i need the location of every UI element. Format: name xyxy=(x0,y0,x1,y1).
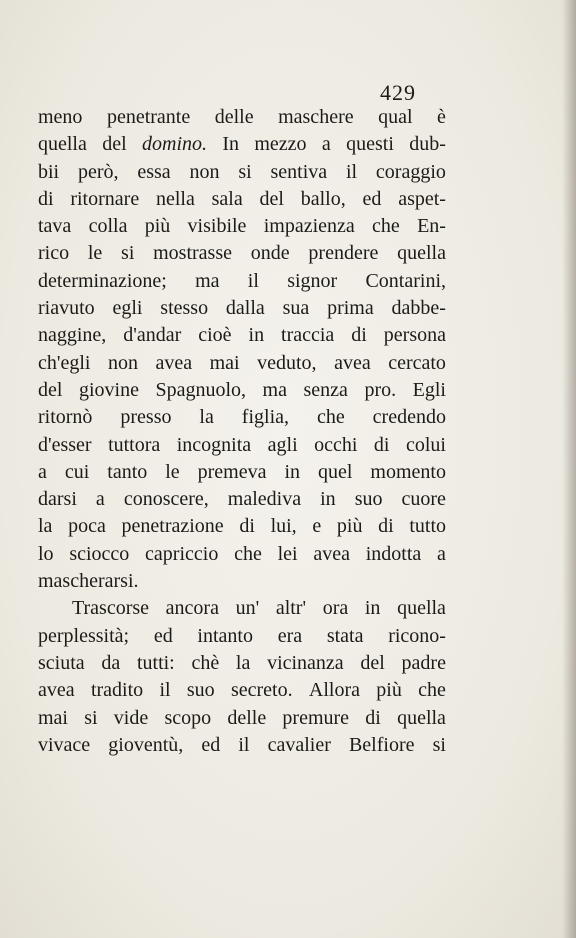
word: poca xyxy=(68,515,106,538)
word: sua xyxy=(282,297,310,320)
word: quella xyxy=(38,133,87,156)
word: scopo xyxy=(164,706,212,729)
word: lo xyxy=(38,542,54,565)
word: il xyxy=(247,269,259,292)
word: ballo, xyxy=(300,187,346,210)
word: più xyxy=(144,215,171,238)
word: che xyxy=(418,679,446,702)
word: ch'egli xyxy=(38,351,91,374)
word: aspet- xyxy=(398,187,446,210)
word: mascherarsi. xyxy=(38,570,139,593)
word: chè xyxy=(191,651,220,674)
word: che xyxy=(372,215,400,238)
word: cuore xyxy=(401,488,446,511)
word: cioè xyxy=(198,324,232,347)
word: Belfiore xyxy=(348,733,415,756)
text-line xyxy=(38,486,446,513)
word: premure xyxy=(282,706,350,729)
word: ed xyxy=(201,733,221,756)
word: tuttora xyxy=(108,433,161,456)
text-line xyxy=(38,159,446,186)
word: era xyxy=(277,624,303,647)
word: ricono- xyxy=(388,624,446,647)
word: del xyxy=(102,133,127,156)
word: sciuta xyxy=(38,651,85,674)
text-line xyxy=(38,650,446,677)
word: incognita xyxy=(176,433,252,456)
word: questi xyxy=(346,133,394,156)
word: quella xyxy=(397,706,446,729)
page-edge-shadow xyxy=(562,0,576,938)
word: a xyxy=(437,542,446,565)
word: pro. xyxy=(364,378,397,401)
word: la xyxy=(199,406,214,429)
word: il xyxy=(345,160,358,183)
word: di xyxy=(239,515,255,538)
word: quella xyxy=(397,597,446,620)
word: ritornare xyxy=(70,187,140,210)
word: rico xyxy=(38,242,70,265)
word: egli xyxy=(112,297,143,320)
text-line xyxy=(38,513,446,540)
word: a xyxy=(38,460,47,483)
word: premeva xyxy=(197,460,267,483)
word: meno xyxy=(38,106,83,128)
word: quella xyxy=(397,242,446,265)
word: le xyxy=(165,460,180,483)
text-line xyxy=(38,541,446,568)
word: naggine, xyxy=(38,324,107,347)
word: tava xyxy=(38,215,72,238)
word: darsi xyxy=(38,488,77,511)
word: più xyxy=(336,515,363,538)
text-line xyxy=(38,377,446,404)
word: Spagnuolo, xyxy=(155,378,247,401)
word: di xyxy=(365,706,381,729)
word: presso xyxy=(120,406,172,429)
text-line xyxy=(38,732,446,759)
word: altr' xyxy=(275,597,307,620)
word: da xyxy=(101,651,121,674)
word: di xyxy=(38,187,54,210)
word: che xyxy=(234,542,262,565)
word: d'esser xyxy=(38,433,92,456)
word: un' xyxy=(235,597,260,620)
word: tutti: xyxy=(136,651,175,674)
word: ed xyxy=(362,187,382,210)
word: il xyxy=(159,679,171,702)
word: bii xyxy=(38,160,60,183)
word: padre xyxy=(401,651,446,674)
word: avea xyxy=(334,351,371,374)
word: credendo xyxy=(372,406,446,429)
word: maschere xyxy=(278,106,354,128)
word: ma xyxy=(262,378,287,401)
text-line xyxy=(38,705,446,732)
word: colui xyxy=(405,433,446,456)
word: a xyxy=(95,488,105,511)
word: vicinanza xyxy=(267,651,344,674)
word: secreto. xyxy=(230,679,293,702)
word: cui xyxy=(64,460,90,483)
word: suo xyxy=(186,679,215,702)
word: tradito xyxy=(90,679,144,702)
word: si xyxy=(432,733,446,756)
word: essa xyxy=(137,160,171,183)
text-line xyxy=(38,568,446,595)
word: del xyxy=(259,187,284,210)
word: la xyxy=(38,515,53,538)
page-number: 429 xyxy=(380,80,416,105)
word: mai xyxy=(209,351,240,374)
word: ancora xyxy=(165,597,219,620)
word: gioventù, xyxy=(108,733,184,756)
text-line xyxy=(38,322,446,349)
word: visibile xyxy=(187,215,247,238)
word: di xyxy=(373,433,390,456)
word: giovine xyxy=(78,378,139,401)
word: perplessità; xyxy=(38,624,130,647)
word: penetrante xyxy=(106,106,191,128)
word: cercato xyxy=(388,351,446,374)
word: persona xyxy=(383,324,446,347)
text-line xyxy=(38,131,446,158)
word: più xyxy=(376,679,402,702)
word: del xyxy=(38,378,63,401)
body-text xyxy=(38,104,446,759)
word: domino. xyxy=(142,133,207,156)
word: prendere xyxy=(308,242,379,265)
word: in xyxy=(364,597,381,620)
word: Egli xyxy=(412,378,446,401)
word: prima xyxy=(327,297,374,320)
word: non xyxy=(189,160,220,183)
word: mostrasse xyxy=(153,242,233,265)
word: di xyxy=(378,515,394,538)
word: delle xyxy=(227,706,267,729)
word: veduto, xyxy=(257,351,317,374)
word: lui, xyxy=(270,515,297,538)
word: ritornò xyxy=(38,406,93,429)
word: in xyxy=(284,460,301,483)
word: ora xyxy=(322,597,349,620)
word: agli xyxy=(267,433,298,456)
word: capriccio xyxy=(145,542,219,565)
word: determinazione; xyxy=(38,269,167,292)
word: però, xyxy=(77,160,119,183)
word: e xyxy=(312,515,322,538)
word: riavuto xyxy=(38,297,95,320)
word: vivace xyxy=(38,733,91,756)
word: penetrazione xyxy=(121,515,224,538)
word: quel xyxy=(318,460,353,483)
word: del xyxy=(360,651,385,674)
word: si xyxy=(84,706,98,729)
word: non xyxy=(107,351,138,374)
word: stata xyxy=(326,624,364,647)
text-line xyxy=(38,404,446,431)
text-line xyxy=(38,459,446,486)
word: Allora xyxy=(308,679,360,702)
word: Trascorse xyxy=(72,597,150,620)
word: momento xyxy=(370,460,446,483)
word: a xyxy=(321,133,331,156)
word: mai xyxy=(38,706,68,729)
word: ma xyxy=(195,269,220,292)
word: in xyxy=(248,324,265,347)
word: conoscere, xyxy=(123,488,209,511)
word: cavalier xyxy=(267,733,331,756)
word: dub- xyxy=(409,133,446,156)
word: indotta xyxy=(365,542,422,565)
word: delle xyxy=(214,106,254,128)
word: intanto xyxy=(197,624,253,647)
text-line xyxy=(38,240,446,267)
text-line xyxy=(38,186,446,213)
word: onde xyxy=(250,242,290,265)
word: figlia, xyxy=(241,406,290,429)
word: lei xyxy=(277,542,298,565)
text-line xyxy=(38,350,446,377)
text-line xyxy=(38,295,446,322)
word: vide xyxy=(113,706,149,729)
word: stesso xyxy=(160,297,209,320)
text-line xyxy=(38,677,446,704)
word: signor xyxy=(287,269,338,292)
word: occhi xyxy=(314,433,358,456)
word: In xyxy=(222,133,240,156)
word: qual xyxy=(378,106,413,128)
text-line xyxy=(38,595,446,622)
word: tutto xyxy=(409,515,446,538)
word: avea xyxy=(38,679,75,702)
word: dalla xyxy=(225,297,265,320)
text-line xyxy=(38,104,446,131)
word: traccia xyxy=(281,324,335,347)
word: avea xyxy=(155,351,193,374)
word: sala xyxy=(211,187,243,210)
word: d'andar xyxy=(123,324,182,347)
text-line xyxy=(38,268,446,295)
word: dabbe- xyxy=(391,297,446,320)
word: tanto xyxy=(107,460,148,483)
word: si xyxy=(238,160,252,183)
word: coraggio xyxy=(375,160,446,183)
text-line xyxy=(38,623,446,650)
word: che xyxy=(316,406,345,429)
word: il xyxy=(238,733,250,756)
word: è xyxy=(437,106,446,128)
word: le xyxy=(87,242,103,265)
word: ed xyxy=(153,624,173,647)
word: la xyxy=(235,651,251,674)
word: in xyxy=(320,488,336,511)
word: avea xyxy=(313,542,350,565)
word: mezzo xyxy=(254,133,307,156)
word: malediva xyxy=(227,488,302,511)
word: sentiva xyxy=(270,160,328,183)
text-line xyxy=(38,432,446,459)
word: senza xyxy=(303,378,348,401)
word: sciocco xyxy=(69,542,130,565)
word: nella xyxy=(155,187,195,210)
word: di xyxy=(351,324,367,347)
word: En- xyxy=(417,215,446,238)
word: colla xyxy=(88,215,128,238)
word: Contarini, xyxy=(365,269,446,292)
word: si xyxy=(121,242,135,265)
text-line xyxy=(38,213,446,240)
word: impazienza xyxy=(263,215,355,238)
word: suo xyxy=(354,488,383,511)
